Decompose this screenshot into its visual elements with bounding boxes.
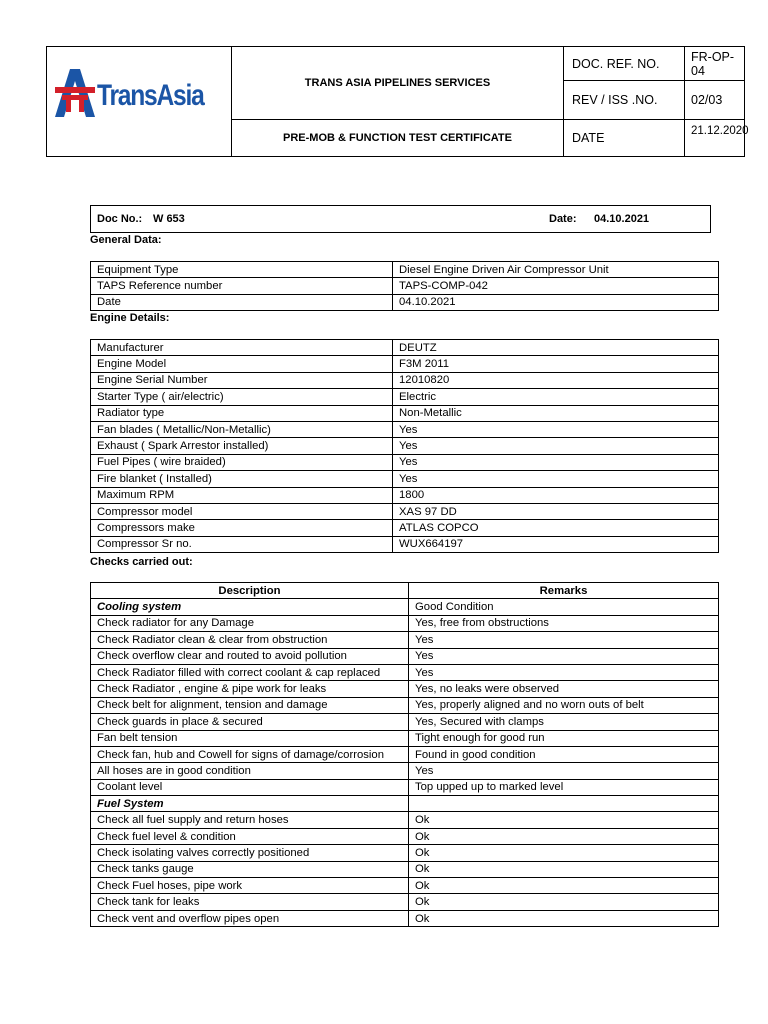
section-row bbox=[91, 599, 719, 615]
row-label: Compressors make bbox=[91, 520, 393, 536]
section-title: Fuel System bbox=[91, 796, 409, 812]
check-remark: Ok bbox=[409, 910, 719, 926]
check-remark: Yes, properly aligned and no worn outs of belt bbox=[409, 697, 719, 713]
check-remark: Ok bbox=[409, 828, 719, 844]
table-row bbox=[91, 746, 719, 762]
check-remark: Found in good condition bbox=[409, 746, 719, 762]
rev-label: REV / ISS .NO. bbox=[564, 81, 685, 120]
row-label: Fan blades ( Metallic/Non-Metallic) bbox=[91, 421, 393, 437]
check-remark: Ok bbox=[409, 845, 719, 861]
row-label: Equipment Type bbox=[91, 262, 393, 278]
table-row bbox=[91, 697, 719, 713]
table-row bbox=[91, 262, 719, 278]
table-row bbox=[91, 632, 719, 648]
table-row bbox=[91, 405, 719, 421]
check-remark bbox=[409, 796, 719, 812]
general-data-heading: General Data: bbox=[90, 234, 162, 246]
row-value: DEUTZ bbox=[393, 340, 719, 356]
table-row bbox=[91, 372, 719, 388]
row-value: Yes bbox=[393, 454, 719, 470]
row-label: Fire blanket ( Installed) bbox=[91, 471, 393, 487]
table-row bbox=[91, 648, 719, 664]
check-description: Check Radiator , engine & pipe work for leaks bbox=[91, 681, 409, 697]
table-row bbox=[91, 503, 719, 519]
doc-ref-label: DOC. REF. NO. bbox=[564, 47, 685, 81]
table-row bbox=[91, 828, 719, 844]
table-row bbox=[91, 438, 719, 454]
table-row bbox=[91, 861, 719, 877]
table-row bbox=[91, 845, 719, 861]
document-header bbox=[46, 46, 749, 157]
company-name: TRANS ASIA PIPELINES SERVICES bbox=[232, 47, 564, 120]
table-row bbox=[91, 730, 719, 746]
row-label: Date bbox=[91, 294, 393, 310]
check-description: Check Fuel hoses, pipe work bbox=[91, 878, 409, 894]
section-title: Cooling system bbox=[91, 599, 409, 615]
check-remark: Yes, no leaks were observed bbox=[409, 681, 719, 697]
table-row bbox=[91, 894, 719, 910]
check-remark: Good Condition bbox=[409, 599, 719, 615]
row-label: Engine Serial Number bbox=[91, 372, 393, 388]
row-label: Compressor model bbox=[91, 503, 393, 519]
check-description: Check isolating valves correctly positioned bbox=[91, 845, 409, 861]
doc-info-box bbox=[90, 205, 711, 233]
check-description: Check vent and overflow pipes open bbox=[91, 910, 409, 926]
table-row bbox=[91, 520, 719, 536]
table-row bbox=[91, 294, 719, 310]
row-value: 12010820 bbox=[393, 372, 719, 388]
check-remark: Yes bbox=[409, 632, 719, 648]
check-description: Check overflow clear and routed to avoid pollution bbox=[91, 648, 409, 664]
table-row bbox=[91, 340, 719, 356]
check-description: Coolant level bbox=[91, 779, 409, 795]
table-row bbox=[91, 812, 719, 828]
check-description: Fan belt tension bbox=[91, 730, 409, 746]
row-label: Manufacturer bbox=[91, 340, 393, 356]
doc-no-label: Doc No.: bbox=[97, 213, 143, 225]
check-remark: Yes bbox=[409, 763, 719, 779]
description-column-header: Description bbox=[91, 583, 409, 599]
row-value: 04.10.2021 bbox=[393, 294, 719, 310]
check-remark: Ok bbox=[409, 861, 719, 877]
certificate-title: PRE-MOB & FUNCTION TEST CERTIFICATE bbox=[232, 120, 564, 156]
row-label: Engine Model bbox=[91, 356, 393, 372]
logo-wordmark: TransAsia bbox=[97, 79, 204, 112]
check-description: Check tanks gauge bbox=[91, 861, 409, 877]
row-value: Non-Metallic bbox=[393, 405, 719, 421]
header-date-label: DATE bbox=[564, 120, 685, 156]
row-value: WUX664197 bbox=[393, 536, 719, 552]
check-description: Check radiator for any Damage bbox=[91, 615, 409, 631]
row-value: Yes bbox=[393, 421, 719, 437]
table-row bbox=[91, 878, 719, 894]
table-row bbox=[91, 664, 719, 680]
table-row bbox=[91, 421, 719, 437]
logo-cell bbox=[47, 47, 232, 156]
check-remark: Ok bbox=[409, 878, 719, 894]
table-row bbox=[91, 389, 719, 405]
check-remark: Yes, Secured with clamps bbox=[409, 714, 719, 730]
checks-table bbox=[90, 582, 719, 927]
check-description: Check fuel level & condition bbox=[91, 828, 409, 844]
row-label: Starter Type ( air/electric) bbox=[91, 389, 393, 405]
row-value: Diesel Engine Driven Air Compressor Unit bbox=[393, 262, 719, 278]
row-value: Electric bbox=[393, 389, 719, 405]
check-description: Check Radiator clean & clear from obstruction bbox=[91, 632, 409, 648]
check-description: Check all fuel supply and return hoses bbox=[91, 812, 409, 828]
transasia-logo-icon bbox=[53, 65, 97, 121]
check-description: Check fan, hub and Cowell for signs of damage/corrosion bbox=[91, 746, 409, 762]
engine-details-heading: Engine Details: bbox=[90, 312, 170, 324]
check-description: All hoses are in good condition bbox=[91, 763, 409, 779]
transasia-logo bbox=[53, 65, 228, 121]
row-value: 1800 bbox=[393, 487, 719, 503]
check-remark: Ok bbox=[409, 812, 719, 828]
check-description: Check belt for alignment, tension and damage bbox=[91, 697, 409, 713]
table-row bbox=[91, 356, 719, 372]
header-date-value: 21.12.2020 bbox=[691, 125, 749, 137]
table-row bbox=[91, 487, 719, 503]
table-row bbox=[91, 454, 719, 470]
general-data-table bbox=[90, 261, 719, 311]
table-row bbox=[91, 779, 719, 795]
row-label: Compressor Sr no. bbox=[91, 536, 393, 552]
row-value: Yes bbox=[393, 471, 719, 487]
doc-date-label: Date: bbox=[549, 213, 577, 225]
doc-no-value: W 653 bbox=[153, 213, 185, 225]
table-row bbox=[91, 910, 719, 926]
doc-date-value: 04.10.2021 bbox=[594, 213, 650, 225]
check-remark: Tight enough for good run bbox=[409, 730, 719, 746]
check-remark: Top upped up to marked level bbox=[409, 779, 719, 795]
remarks-column-header: Remarks bbox=[409, 583, 719, 599]
row-value: XAS 97 DD bbox=[393, 503, 719, 519]
table-row bbox=[91, 763, 719, 779]
table-row bbox=[91, 278, 719, 294]
table-row bbox=[91, 615, 719, 631]
table-row bbox=[91, 681, 719, 697]
engine-details-table bbox=[90, 339, 719, 553]
check-description: Check guards in place & secured bbox=[91, 714, 409, 730]
check-remark: Yes bbox=[409, 664, 719, 680]
table-row bbox=[91, 714, 719, 730]
check-description: Check tank for leaks bbox=[91, 894, 409, 910]
doc-ref-value: FR-OP-04 bbox=[685, 47, 744, 81]
check-description: Check Radiator filled with correct coolant & cap replaced bbox=[91, 664, 409, 680]
row-value: F3M 2011 bbox=[393, 356, 719, 372]
section-row bbox=[91, 796, 719, 812]
row-label: Radiator type bbox=[91, 405, 393, 421]
rev-value: 02/03 bbox=[685, 81, 744, 120]
check-remark: Ok bbox=[409, 894, 719, 910]
row-label: Fuel Pipes ( wire braided) bbox=[91, 454, 393, 470]
table-row bbox=[91, 471, 719, 487]
row-value: Yes bbox=[393, 438, 719, 454]
row-label: Exhaust ( Spark Arrestor installed) bbox=[91, 438, 393, 454]
check-remark: Yes, free from obstructions bbox=[409, 615, 719, 631]
checks-heading: Checks carried out: bbox=[90, 556, 193, 568]
row-label: TAPS Reference number bbox=[91, 278, 393, 294]
checks-header-row bbox=[91, 583, 719, 599]
check-remark: Yes bbox=[409, 648, 719, 664]
table-row bbox=[91, 536, 719, 552]
row-value: ATLAS COPCO bbox=[393, 520, 719, 536]
row-value: TAPS-COMP-042 bbox=[393, 278, 719, 294]
row-label: Maximum RPM bbox=[91, 487, 393, 503]
